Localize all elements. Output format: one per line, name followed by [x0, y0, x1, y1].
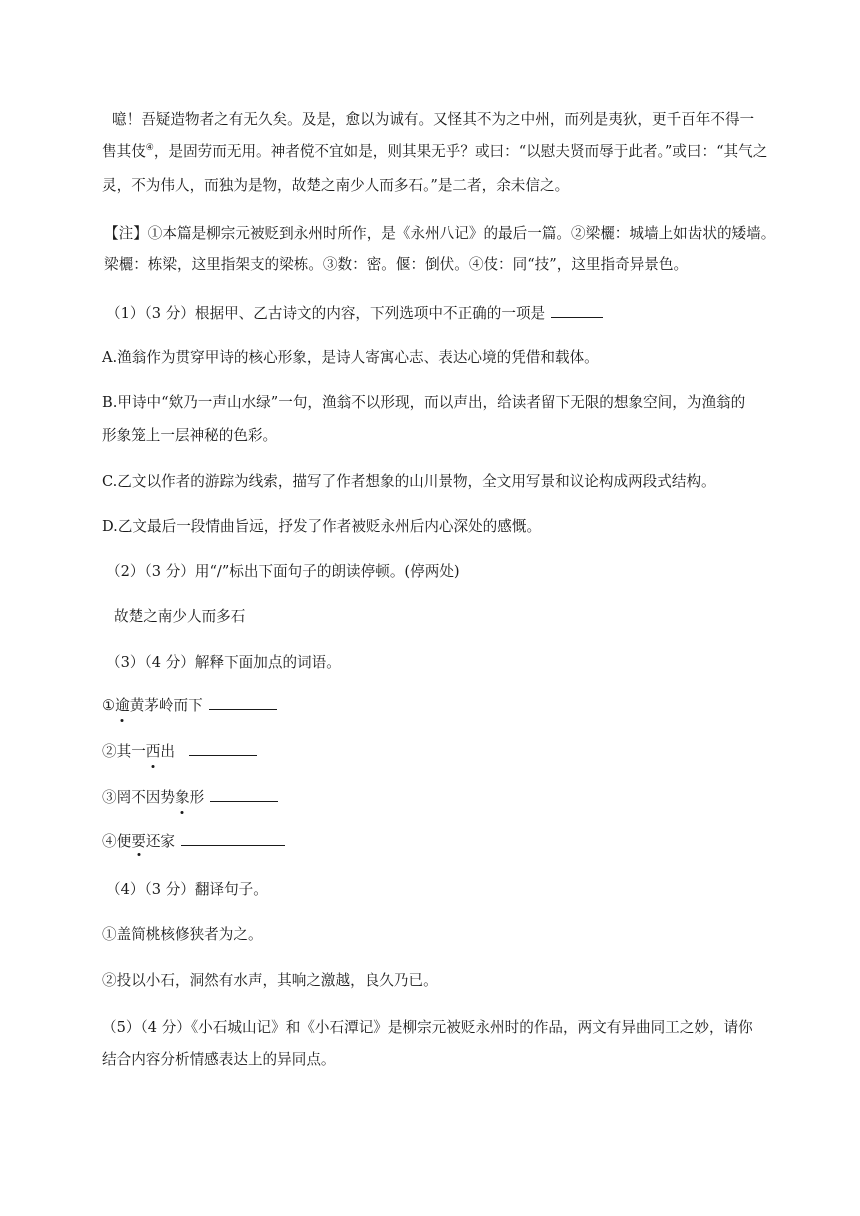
question-3-stem: （3）（4 分）解释下面加点的词语。 — [106, 654, 341, 671]
answer-blank[interactable] — [209, 694, 277, 710]
item-text: 形 — [189, 789, 205, 806]
passage-line-1: 噫！吾疑造物者之有无久矣。及是，愈以为诚有。又怪其不为之中州，而列是夷狄，更千百年不得一 — [112, 111, 755, 128]
passage-text: ，是固劳而无用。神者傥不宜如是，则其果无乎？或曰：“以慰夫贤而辱于此者。”或曰：“其气之 — [153, 143, 768, 160]
dotted-word: 逾 — [115, 697, 130, 714]
item-text: ③罔不因势 — [102, 789, 175, 806]
option-a: A.渔翁作为贯穿甲诗的核心形象，是诗人寄寓心志、表达心境的凭借和载体。 — [102, 349, 599, 366]
answer-blank[interactable] — [181, 830, 285, 846]
question-2-sentence: 故楚之南少人而多石 — [114, 608, 246, 625]
item-text: 还家 — [145, 833, 176, 850]
passage-line-2 — [102, 142, 767, 162]
answer-blank[interactable] — [551, 302, 603, 318]
item-text: ②其一 — [102, 743, 146, 760]
question-5-line-1: （5）（4 分）《小石城山记》和《小石潭记》是柳宗元被贬永州时的作品，两文有异曲同工之妙，请你 — [102, 1019, 753, 1036]
option-d: D.乙文最后一段情曲旨远，抒发了作者被贬永州后内心深处的感慨。 — [102, 518, 542, 535]
question-3-item-4 — [102, 830, 285, 852]
item-text: ④便 — [102, 833, 132, 850]
option-c: C.乙文以作者的游踪为线索，描写了作者想象的山川景物，全文用写景和议论构成两段式结构。 — [102, 473, 716, 490]
answer-blank[interactable] — [210, 786, 278, 802]
item-text: ① — [102, 697, 116, 714]
dotted-word: 象 — [174, 789, 190, 806]
passage-line-3: 灵，不为伟人，而独为是物，故楚之南少人而多石。”是二者，余未信之。 — [102, 177, 570, 194]
question-3-item-2 — [102, 740, 257, 762]
question-1-stem — [106, 302, 603, 324]
option-b-line-2: 形象笼上一层神秘的色彩。 — [102, 427, 278, 444]
question-4-sentence-1: ①盖简桃核修狭者为之。 — [102, 926, 263, 943]
question-4-sentence-2: ②投以小石，洞然有水声，其响之激越，良久乃已。 — [102, 972, 438, 989]
item-text: 出 — [160, 743, 176, 760]
question-3-item-3 — [102, 786, 278, 808]
footnote-marker: ④ — [145, 143, 154, 154]
dotted-word: 西 — [145, 743, 161, 760]
question-2-stem: （2）（3 分）用“/”标出下面句子的朗读停顿。(停两处) — [106, 563, 460, 580]
annotation-line-1: 【注】①本篇是柳宗元被贬到永州时所作，是《永州八记》的最后一篇。②梁欐：城墙上如齿状的矮墙。 — [104, 225, 776, 242]
answer-blank[interactable] — [189, 740, 257, 756]
question-3-item-1 — [102, 694, 277, 716]
annotation-line-2: 梁欐：栋梁，这里指架支的梁栋。③数：密。偃：倒伏。④伎：同“技”，这里指奇异景色。 — [104, 256, 689, 273]
item-text: 黄茅岭而下 — [129, 697, 203, 714]
option-b-line-1: B.甲诗中“欸乃一声山水绿”一句，渔翁不以形现，而以声出，给读者留下无限的想象空间，为渔翁的 — [102, 394, 746, 411]
dotted-word: 要 — [131, 833, 146, 850]
passage-text: 售其伎 — [102, 143, 146, 160]
question-5-line-2: 结合内容分析情感表达上的异同点。 — [102, 1051, 336, 1068]
question-4-stem: （4）（3 分）翻译句子。 — [106, 881, 268, 898]
question-text: （1）（3 分）根据甲、乙古诗文的内容，下列选项中不正确的一项是 — [106, 305, 546, 322]
